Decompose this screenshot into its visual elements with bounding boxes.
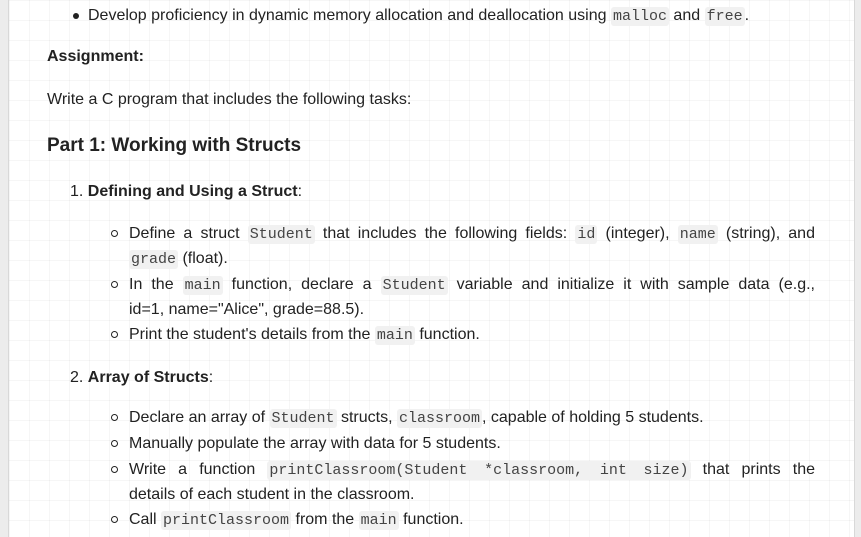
bullet-circle-icon bbox=[111, 281, 118, 288]
item-text: , capable of holding 5 students. bbox=[482, 409, 704, 426]
code-student: Student bbox=[271, 410, 335, 427]
item-text: variable and initialize it with sample data (e.g., bbox=[456, 276, 815, 293]
code-main: main bbox=[360, 512, 397, 529]
section1-heading bbox=[70, 179, 302, 204]
section2-item-function bbox=[129, 457, 815, 483]
section2-item-populate: Manually populate the array with data for 5 students. bbox=[129, 435, 501, 452]
section1-title: Defining and Using a Struct bbox=[87, 183, 298, 200]
objective-text: . bbox=[744, 7, 750, 24]
item-text: (string), and bbox=[725, 225, 815, 242]
bullet-circle-icon bbox=[111, 440, 118, 447]
item-text: that prints the bbox=[702, 461, 815, 478]
objective-text: Develop proficiency in dynamic memory allocation and deallocation using bbox=[88, 7, 607, 24]
code-student: Student bbox=[249, 226, 313, 243]
item-text: (integer), bbox=[605, 225, 670, 242]
section1-item-declare bbox=[129, 272, 815, 298]
item-text: (float). bbox=[182, 250, 228, 267]
code-printclassroom-signature: printClassroom(Student *classroom, int size) bbox=[269, 462, 689, 479]
item-text: Print the student's details from the bbox=[129, 326, 371, 343]
code-printclassroom: printClassroom bbox=[163, 512, 290, 529]
item-text: function. bbox=[403, 511, 464, 528]
code-main: main bbox=[376, 327, 413, 344]
objective-list-item bbox=[88, 3, 749, 29]
code-classroom: classroom bbox=[399, 410, 481, 427]
code-free: free bbox=[706, 8, 743, 25]
item-text: that includes the following fields: bbox=[322, 225, 568, 242]
intro-text: Write a C program that includes the following tasks: bbox=[47, 91, 412, 108]
item-text: Call bbox=[129, 511, 157, 528]
section2-item-function-cont: details of each student in the classroom. bbox=[129, 486, 415, 503]
section1-colon: : bbox=[297, 183, 303, 200]
code-student: Student bbox=[382, 277, 446, 294]
bullet-circle-icon bbox=[111, 516, 118, 523]
section2-title: Array of Structs bbox=[87, 369, 209, 386]
code-id: id bbox=[577, 226, 596, 243]
item-text: In the bbox=[129, 276, 174, 293]
code-main: main bbox=[184, 277, 221, 294]
objective-text: and bbox=[673, 7, 701, 24]
code-grade: grade bbox=[131, 251, 177, 268]
item-text: structs, bbox=[340, 409, 393, 426]
bullet-circle-icon bbox=[111, 230, 118, 237]
section2-number: 2. bbox=[70, 369, 84, 386]
document-page bbox=[8, 0, 855, 537]
item-text: Write a function bbox=[129, 461, 256, 478]
bullet-circle-icon bbox=[111, 466, 118, 473]
item-text: function, declare a bbox=[231, 276, 372, 293]
bullet-circle-icon bbox=[111, 414, 118, 421]
item-text: Define a struct bbox=[129, 225, 240, 242]
code-name: name bbox=[679, 226, 716, 243]
section1-number: 1. bbox=[70, 183, 84, 200]
section1-item-struct-cont bbox=[129, 246, 228, 272]
section2-heading bbox=[70, 365, 213, 390]
section2-item-call bbox=[129, 507, 464, 533]
bullet-circle-icon bbox=[111, 331, 118, 338]
section1-item-struct bbox=[129, 221, 815, 247]
assignment-label: Assignment: bbox=[47, 48, 144, 65]
section1-item-declare-cont: id=1, name="Alice", grade=88.5). bbox=[129, 301, 365, 318]
code-malloc: malloc bbox=[612, 8, 667, 25]
item-text: from the bbox=[295, 511, 355, 528]
section1-item-print bbox=[129, 322, 480, 348]
item-text: function. bbox=[419, 326, 480, 343]
section2-colon: : bbox=[208, 369, 214, 386]
item-text: Declare an array of bbox=[129, 409, 266, 426]
section2-item-declare-array bbox=[129, 405, 704, 431]
part1-heading: Part 1: Working with Structs bbox=[47, 135, 302, 156]
